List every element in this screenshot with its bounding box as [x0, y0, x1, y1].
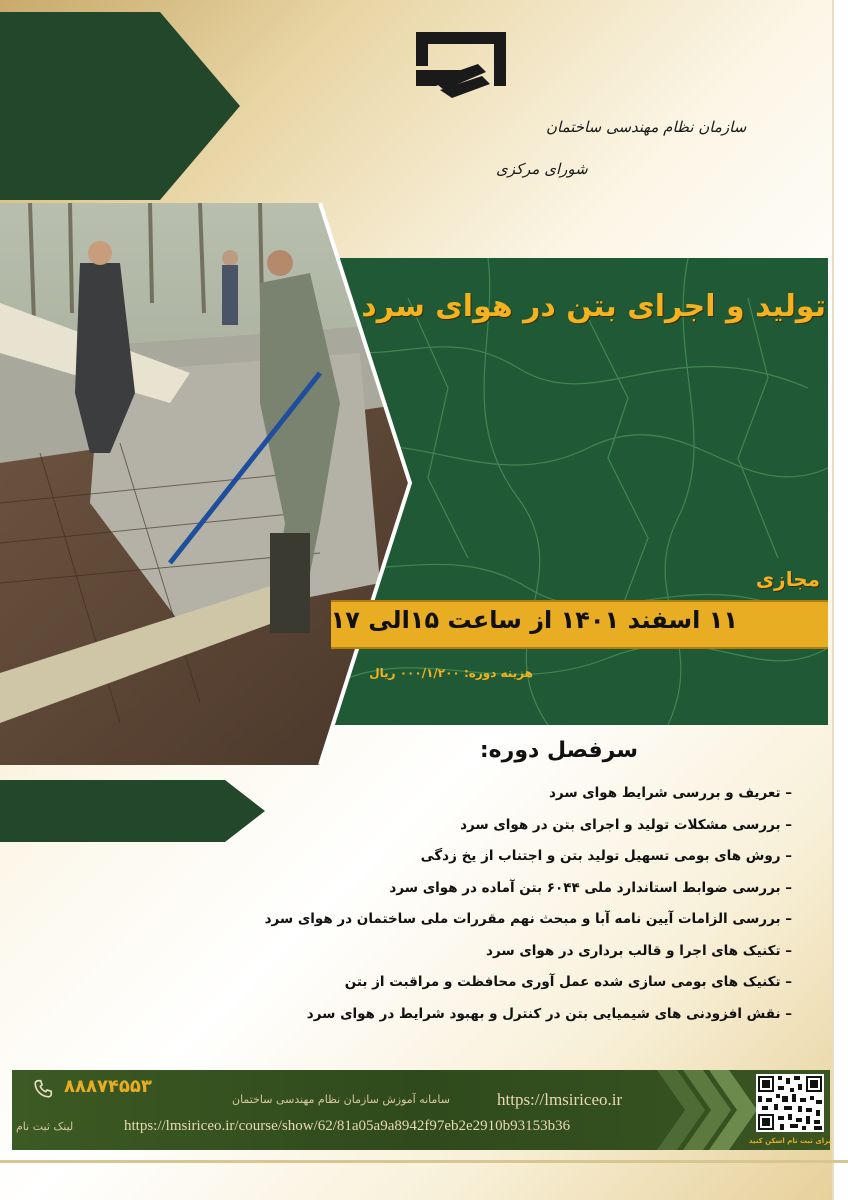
outline-item: – بررسی الزامات آیین نامه آبا و مبحث نهم مقررات ملی ساختمان در هوای سرد — [264, 911, 792, 927]
outline-list — [232, 778, 792, 1030]
site-link[interactable]: https://lmsiriceo.ir — [497, 1090, 623, 1109]
registration-link-caption: لینک ثبت نام — [16, 1120, 74, 1133]
logo-text-org: سازمان نظام مهندسی ساختمان — [546, 118, 747, 136]
concrete-photo — [0, 203, 410, 765]
phone-icon — [32, 1078, 54, 1100]
outline-heading: سرفصل دوره: — [479, 738, 638, 763]
course-title: تولید و اجرای بتن در هوای سرد — [361, 289, 826, 324]
site-caption: سامانه آموزش سازمان نظام مهندسی ساختمان — [232, 1093, 450, 1106]
outline-item: – تعریف و بررسی شرایط هوای سرد — [549, 785, 792, 801]
logo-text-council: شورای مرکزی — [496, 160, 588, 178]
right-margin — [834, 0, 848, 1200]
qr-caption: برای ثبت نام اسکن کنید — [748, 1137, 832, 1145]
outline-item: – بررسی ضوابط استاندارد ملی ۶۰۴۴ بتن آماده در هوای سرد — [389, 879, 792, 896]
phone-number[interactable]: ۸۸۸۷۴۵۵۳ — [64, 1076, 152, 1097]
organization-logo — [346, 24, 747, 196]
footer-chevrons-icon — [653, 1070, 763, 1150]
footer-divider — [0, 1160, 848, 1163]
course-mode: مجازی — [755, 567, 820, 591]
date-bar — [331, 600, 828, 649]
logo-emblem-icon — [346, 24, 747, 196]
outline-item: – بررسی مشکلات تولید و اجرای بتن در هوای سرد — [460, 816, 792, 833]
outline-item: – تکنیک های بومی سازی شده عمل آوری محافظت و مراقبت از بتن — [344, 974, 792, 990]
qr-code-icon[interactable] — [756, 1074, 824, 1132]
outline-item: – نقش افزودنی های شیمیایی بتن در کنترل و بهبود شرایط در هوای سرد — [306, 1005, 792, 1022]
course-registration-link[interactable]: https://lmsiriceo.ir/course/show/62/81a05a9a8942f97eb2e2910b93153b36 — [124, 1118, 571, 1134]
outline-item: – روش های بومی تسهیل تولید بتن و اجتناب از یخ زدگی — [420, 848, 792, 864]
course-date-time: ۱۱ اسفند ۱۴۰۱ از ساعت ۱۵الی ۱۷ — [330, 606, 738, 634]
outline-item: – تکنیک های اجرا و قالب برداری در هوای سرد — [486, 942, 792, 959]
top-left-chevron — [0, 12, 240, 200]
bottom-left-band — [0, 780, 265, 842]
course-fee: هزینه دوره: ۰۰۰/۱/۲۰۰ ریال — [369, 666, 533, 680]
concrete-pouring-image — [0, 203, 410, 765]
